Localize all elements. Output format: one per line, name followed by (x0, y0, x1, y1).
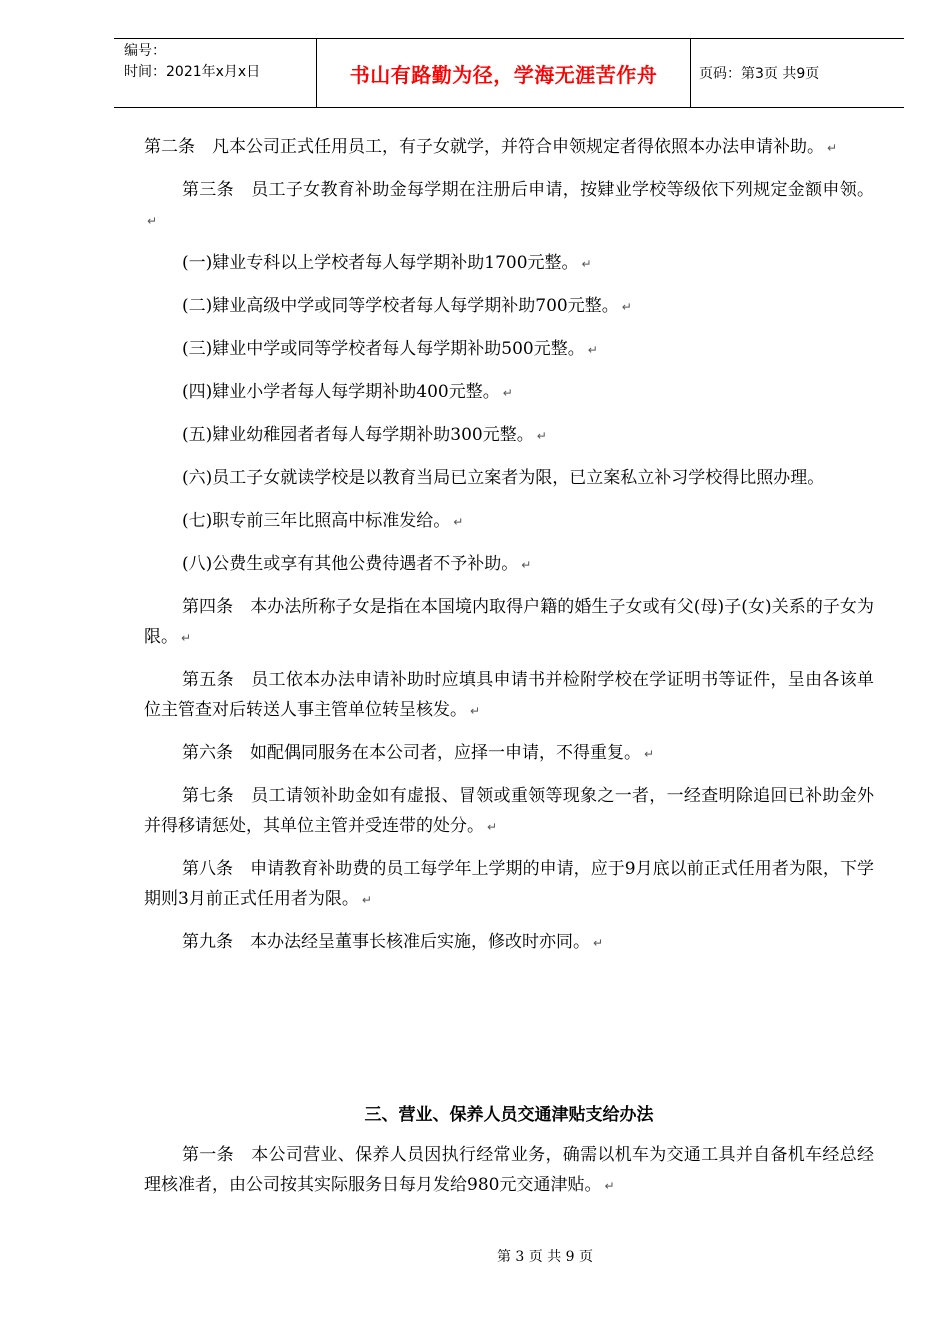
paragraph-mark-icon: ↵ (147, 214, 158, 228)
page-header (114, 38, 904, 108)
paragraph-mark-icon: ↵ (604, 1179, 615, 1193)
article-7: 第七条 员工请领补助金如有虚报、冒领或重领等现象之一者，一经查明除追回已补助金外并得移请惩处，其单位主管并受连带的处分。 ↵ (144, 786, 874, 836)
paragraph-mark-icon: ↵ (581, 257, 592, 271)
list-item: (一)肄业专科以上学校者每人每学期补助1700元整。 ↵ (182, 253, 592, 273)
header-page-info-cell (691, 39, 904, 107)
paragraph-mark-icon: ↵ (827, 141, 838, 155)
document-body (144, 132, 874, 970)
paragraph-mark-icon: ↵ (593, 936, 604, 950)
list-item: (四)肄业小学者每人每学期补助400元整。 ↵ (182, 382, 513, 402)
header-meta (114, 39, 316, 107)
article-9: 第九条 本办法经呈董事长核准后实施，修改时亦同。 ↵ (182, 932, 604, 952)
paragraph-mark-icon: ↵ (521, 558, 532, 572)
article-6: 第六条 如配偶同服务在本公司者，应择一申请，不得重复。 ↵ (182, 743, 655, 763)
list-item: (八)公费生或享有其他公费待遇者不予补助。 ↵ (182, 554, 532, 574)
header-page-info: 页码：第3页 共9页 (699, 66, 820, 82)
paragraph-mark-icon: ↵ (453, 515, 464, 529)
list-item: (七)职专前三年比照高中标准发给。 ↵ (182, 511, 464, 531)
list-item: (五)肄业幼稚园者者每人每学期补助300元整。 ↵ (182, 425, 547, 445)
paragraph-mark-icon: ↵ (487, 820, 498, 834)
header-motto: 书山有路勤为径，学海无涯苦作舟 (349, 62, 658, 87)
list-item: (二)肄业高级中学或同等学校者每人每学期补助700元整。 ↵ (182, 296, 632, 316)
page-footer: 第 3 页 共 9 页 (496, 1249, 594, 1265)
section-title: 三、营业、保养人员交通津贴支给办法 (364, 1105, 654, 1125)
article-8: 第八条 申请教育补助费的员工每学年上学期的申请，应于9月底以前正式任用者为限，下学期则3月前正式任用者为限。 ↵ (144, 859, 874, 909)
section-body (144, 1140, 874, 1213)
paragraph-mark-icon: ↵ (587, 343, 598, 357)
article-4: 第四条 本办法所称子女是指在本国境内取得户籍的婚生子女或有父(母)子(女)关系的子女为限。 ↵ (144, 597, 874, 647)
paragraph-mark-icon: ↵ (361, 893, 372, 907)
paragraph-mark-icon: ↵ (470, 704, 481, 718)
document-number-label: 编号： (124, 43, 166, 59)
article-5: 第五条 员工依本办法申请补助时应填具申请书并检附学校在学证明书等证件，呈由各该单位主管查对后转送人事主管单位转呈核发。 ↵ (144, 670, 874, 720)
paragraph-mark-icon: ↵ (502, 386, 513, 400)
header-motto-cell (316, 39, 691, 107)
paragraph-mark-icon: ↵ (644, 747, 655, 761)
section-article-1: 第一条 本公司营业、保养人员因执行经常业务，确需以机车为交通工具并自备机车经总经理核准者，由公司按其实际服务日每月发给980元交通津贴。 ↵ (144, 1145, 874, 1195)
article-3: 第三条 员工子女教育补助金每学期在注册后申请，按肄业学校等级依下列规定金额申领。↵ (147, 180, 874, 228)
paragraph-mark-icon: ↵ (181, 631, 192, 645)
article-2: 第二条 凡本公司正式任用员工，有子女就学，并符合申领规定者得依照本办法申请补助。 ↵ (144, 137, 838, 157)
list-item: (三)肄业中学或同等学校者每人每学期补助500元整。 ↵ (182, 339, 598, 359)
paragraph-mark-icon: ↵ (536, 429, 547, 443)
paragraph-mark-icon: ↵ (621, 300, 632, 314)
list-item: (六)员工子女就读学校是以教育当局已立案者为限，已立案私立补习学校得比照办理。 (182, 468, 825, 488)
document-time-label: 时间：2021年x月x日 (124, 64, 261, 80)
